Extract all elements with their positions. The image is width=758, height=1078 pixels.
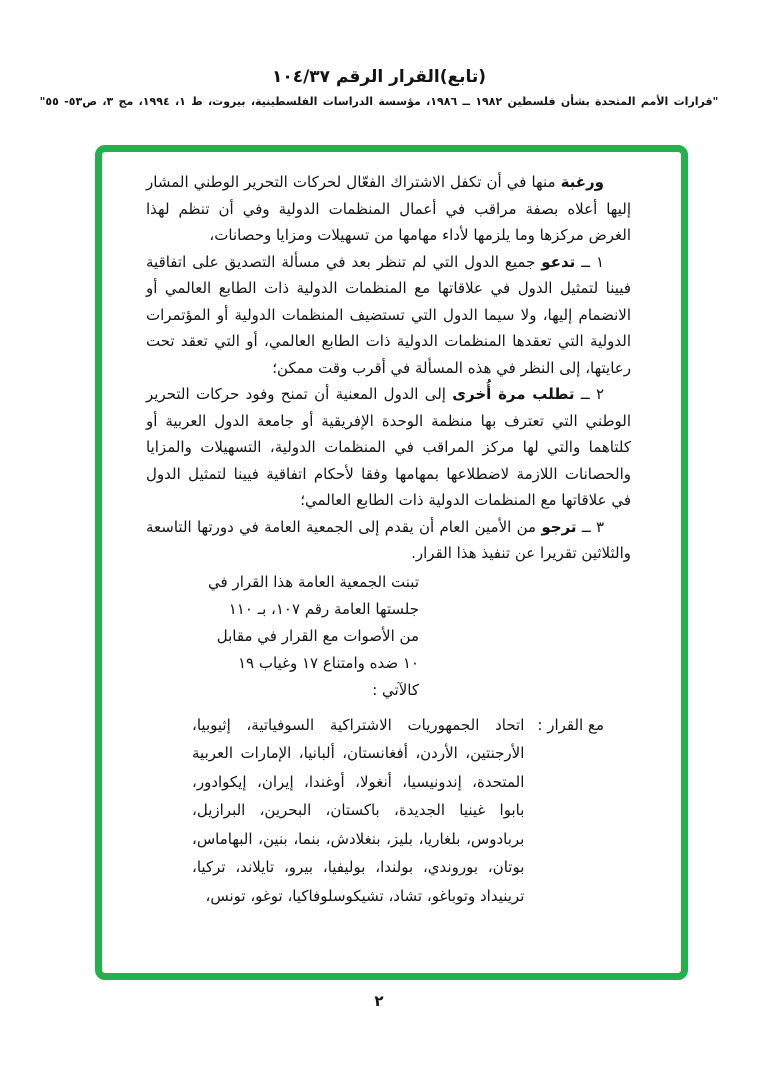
item-number: ١ ــ <box>575 252 604 271</box>
item-number: ٣ ــ <box>576 517 605 536</box>
resolution-item-1 <box>146 249 631 382</box>
preamble-paragraph <box>146 169 631 249</box>
resolution-item-3 <box>146 514 631 567</box>
adoption-note-line: جلستها العامة رقم ١٠٧، بـ ١١٠ <box>228 599 419 618</box>
page-title: (تابع)القرار الرقم ١٠٤/٣٧ <box>271 67 487 87</box>
page-number: ٢ <box>374 992 384 1010</box>
adoption-note <box>195 569 419 704</box>
preamble-text: منها في أن تكفل الاشتراك الفعّال لحركات التحرير الوطني المشار إليها أعلاه بصفة مراقب في أعمال المنظمات الدولية وفي أن تنظم لهذا الغرض مركزها وما يلزمها لأداء مهامها من تسهيلات ومزايا وحصانات، <box>146 173 631 244</box>
item-number: ٢ ــ <box>574 385 604 403</box>
adoption-note-line: كالآتي : <box>372 680 419 699</box>
resolution-text <box>102 152 681 910</box>
item-text: جميع الدول التي لم تنظر بعد في مسألة التصديق على اتفاقية فيينا لتمثيل الدول في علاقاتها مع المنظمات الدولية ذات الطابع العالمي أو الانضمام إليها، ولا سيما الدول التي تستضيف المنظمات الدولية أو المؤتمرات الدولية التي تعقدها المنظمات الدولية ذات الطابع العالمي، أو التي تعقد تحت رعايتها، إلى النظر في هذه المسألة في أقرب وقت ممكن؛ <box>146 252 631 377</box>
resolution-item-2 <box>146 381 631 514</box>
item-text: من الأمين العام أن يقدم إلى الجمعية العامة في دورتها التاسعة والثلاثين تقريرا عن تنفيذ هذا القرار. <box>146 517 631 562</box>
content-border-box <box>95 145 688 980</box>
item-lead: تطلب مرة أُخرى <box>452 385 575 403</box>
item-lead: تدعو <box>541 252 576 271</box>
adoption-note-line: تبنت الجمعية العامة هذا القرار في <box>208 572 419 591</box>
vote-countries-list: اتحاد الجمهوريات الاشتراكية السوفياتية، إثيوبيا، الأرجنتين، الأردن، أفغانستان، ألبانيا، الإمارات العربية المتحدة، إندونيسيا، أنغولا، أوغندا، إيران، إيكوادور، بابوا غينيا الجديدة، باكستان، البحرين، البرازيل، بربادوس، بلغاريا، بليز، بنغلادش، بنما، بنين، البهاماس، بوتان، بوروندي، بولندا، بوليفيا، بيرو، تايلاند، تركيا، ترينيداد وتوباغو، تشاد، تشيكوسلوفاكيا، توغو، تونس، <box>192 715 525 905</box>
adoption-note-line: من الأصوات مع القرار في مقابل <box>216 626 419 645</box>
adoption-note-line: ١٠ ضده وامتناع ١٧ وغياب ١٩ <box>237 653 419 672</box>
item-text: إلى الدول المعنية أن تمنح وفود حركات التحرير الوطني التي تعترف بها منظمة الوحدة الإفريقية أو جامعة الدول العربية أو كلتاهما والتي لها مركز المراقب في المنظمات الدولية، التسهيلات والمزايا والحصانات اللازمة لاضطلاعها بمهامها وفقا لأحكام اتفاقية فيينا لتمثيل الدول في علاقاتها مع المنظمات الدولية ذات الطابع العالمي؛ <box>146 385 631 509</box>
item-lead: ترجو <box>541 517 577 536</box>
page-header <box>0 0 758 109</box>
vote-record <box>146 711 631 911</box>
preamble-lead: ورغبة <box>560 173 604 191</box>
vote-label: مع القرار : <box>537 715 604 734</box>
source-citation: "قرارات الأمم المتحدة بشأن فلسطين ١٩٨٢ ــ ١٩٨٦، مؤسسة الدراسات الفلسطينية، بيروت، ط ١، ١٩٩٤، مج ٣، ص٥٣- ٥٥" <box>39 95 719 108</box>
